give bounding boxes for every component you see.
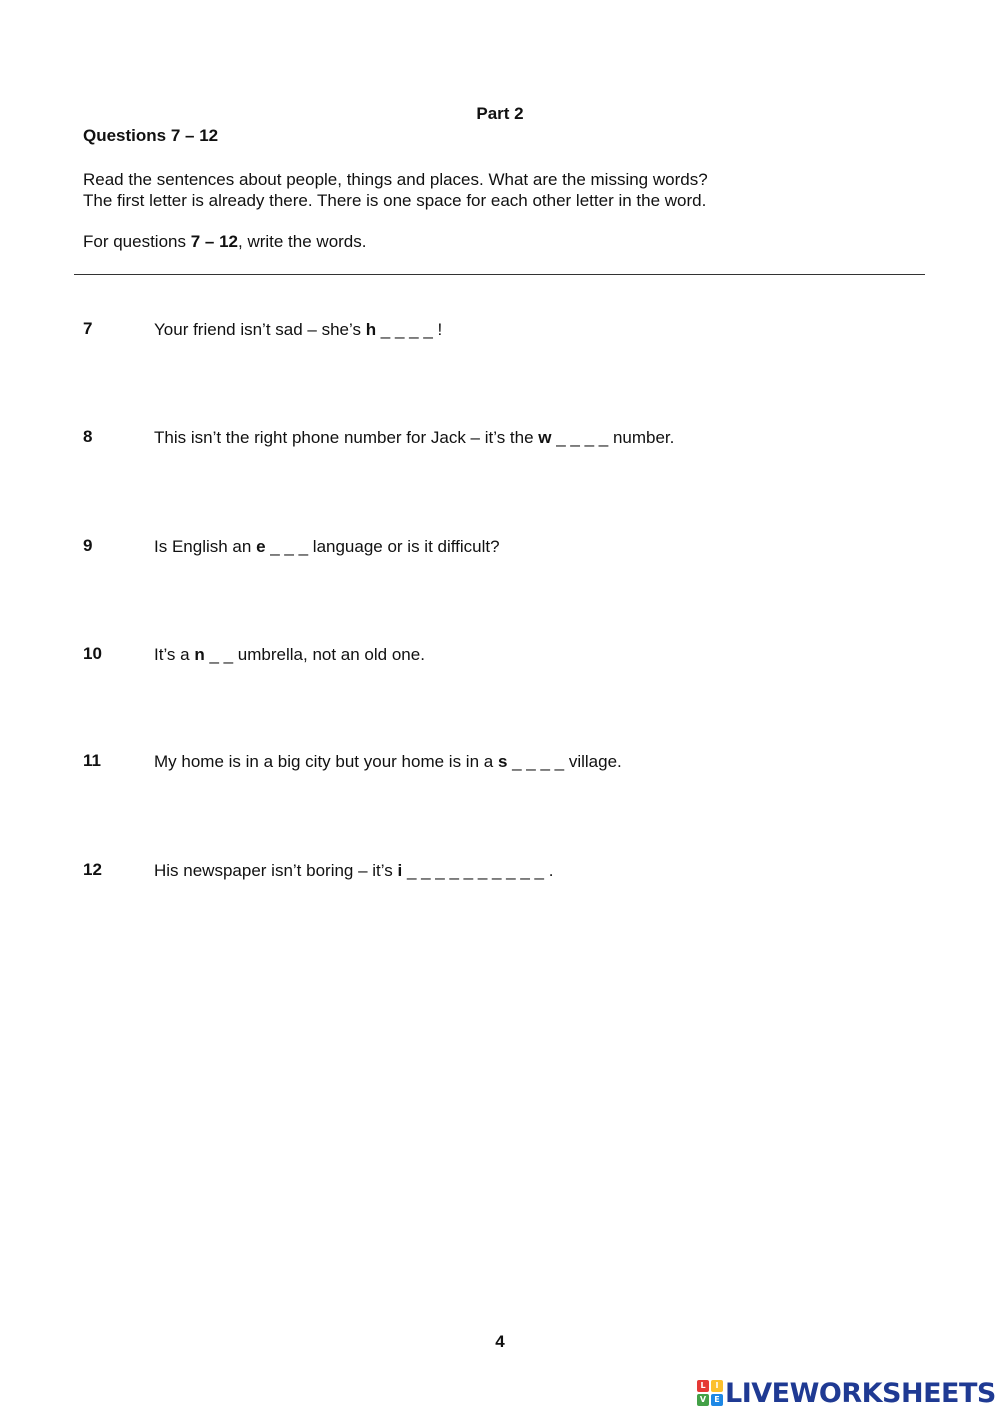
sentence-before: Is English an xyxy=(154,537,257,556)
first-letter: n xyxy=(194,645,205,664)
sentence-before: This isn’t the right phone number for Jack – it’s the xyxy=(154,428,539,447)
first-letter: s xyxy=(497,752,508,771)
sentence-before: His newspaper isn’t boring – it’s xyxy=(154,861,398,880)
logo-tile-l: L xyxy=(697,1380,709,1392)
for-questions-prefix: For questions xyxy=(83,232,191,251)
question-sentence xyxy=(154,537,500,557)
question-sentence xyxy=(154,645,425,665)
first-letter: i xyxy=(397,861,403,880)
part-title: Part 2 xyxy=(476,104,524,123)
for-questions-suffix: , write the words. xyxy=(238,232,367,251)
question-number: 7 xyxy=(83,319,93,338)
page-number: 4 xyxy=(495,1332,505,1351)
sentence-before: It’s a xyxy=(154,645,195,664)
instructions-line-2: The first letter is already there. There is one space for each other letter in the word. xyxy=(83,191,707,210)
for-questions-instruction xyxy=(83,232,367,252)
for-questions-range: 7 – 12 xyxy=(190,232,238,251)
sentence-after: _ _ _ language or is it difficult? xyxy=(265,537,500,556)
instructions-line-1: Read the sentences about people, things and places. What are the missing words? xyxy=(83,170,708,189)
section-divider xyxy=(74,274,925,275)
question-sentence xyxy=(154,752,622,772)
sentence-after: _ _ _ _ number. xyxy=(551,428,675,447)
question-number: 12 xyxy=(83,860,102,879)
sentence-after: _ _ _ _ ! xyxy=(376,320,443,339)
question-number: 11 xyxy=(83,751,101,770)
logo-tile-v: V xyxy=(697,1394,709,1406)
questions-heading: Questions 7 – 12 xyxy=(83,126,219,145)
question-sentence xyxy=(154,861,553,881)
question-number: 9 xyxy=(83,536,93,555)
question-number: 10 xyxy=(83,644,102,663)
logo-tile-e: E xyxy=(711,1394,723,1406)
first-letter: e xyxy=(256,537,266,556)
sentence-before: My home is in a big city but your home is in a xyxy=(154,752,498,771)
question-sentence xyxy=(154,428,674,448)
first-letter: h xyxy=(365,320,377,339)
liveworksheets-wordmark: LIVEWORKSHEETS xyxy=(725,1377,996,1409)
sentence-after: _ _ umbrella, not an old one. xyxy=(204,645,425,664)
logo-tile-i: I xyxy=(711,1380,723,1392)
first-letter: w xyxy=(538,428,552,447)
instructions xyxy=(83,169,708,211)
question-sentence xyxy=(154,320,442,340)
sentence-before: Your friend isn’t sad – she’s xyxy=(154,320,366,339)
question-number: 8 xyxy=(83,427,93,446)
sentence-after: _ _ _ _ _ _ _ _ _ _ . xyxy=(402,861,554,880)
liveworksheets-brand[interactable] xyxy=(697,1376,996,1410)
sentence-after: _ _ _ _ village. xyxy=(507,752,622,771)
liveworksheets-logo-icon xyxy=(697,1380,723,1406)
